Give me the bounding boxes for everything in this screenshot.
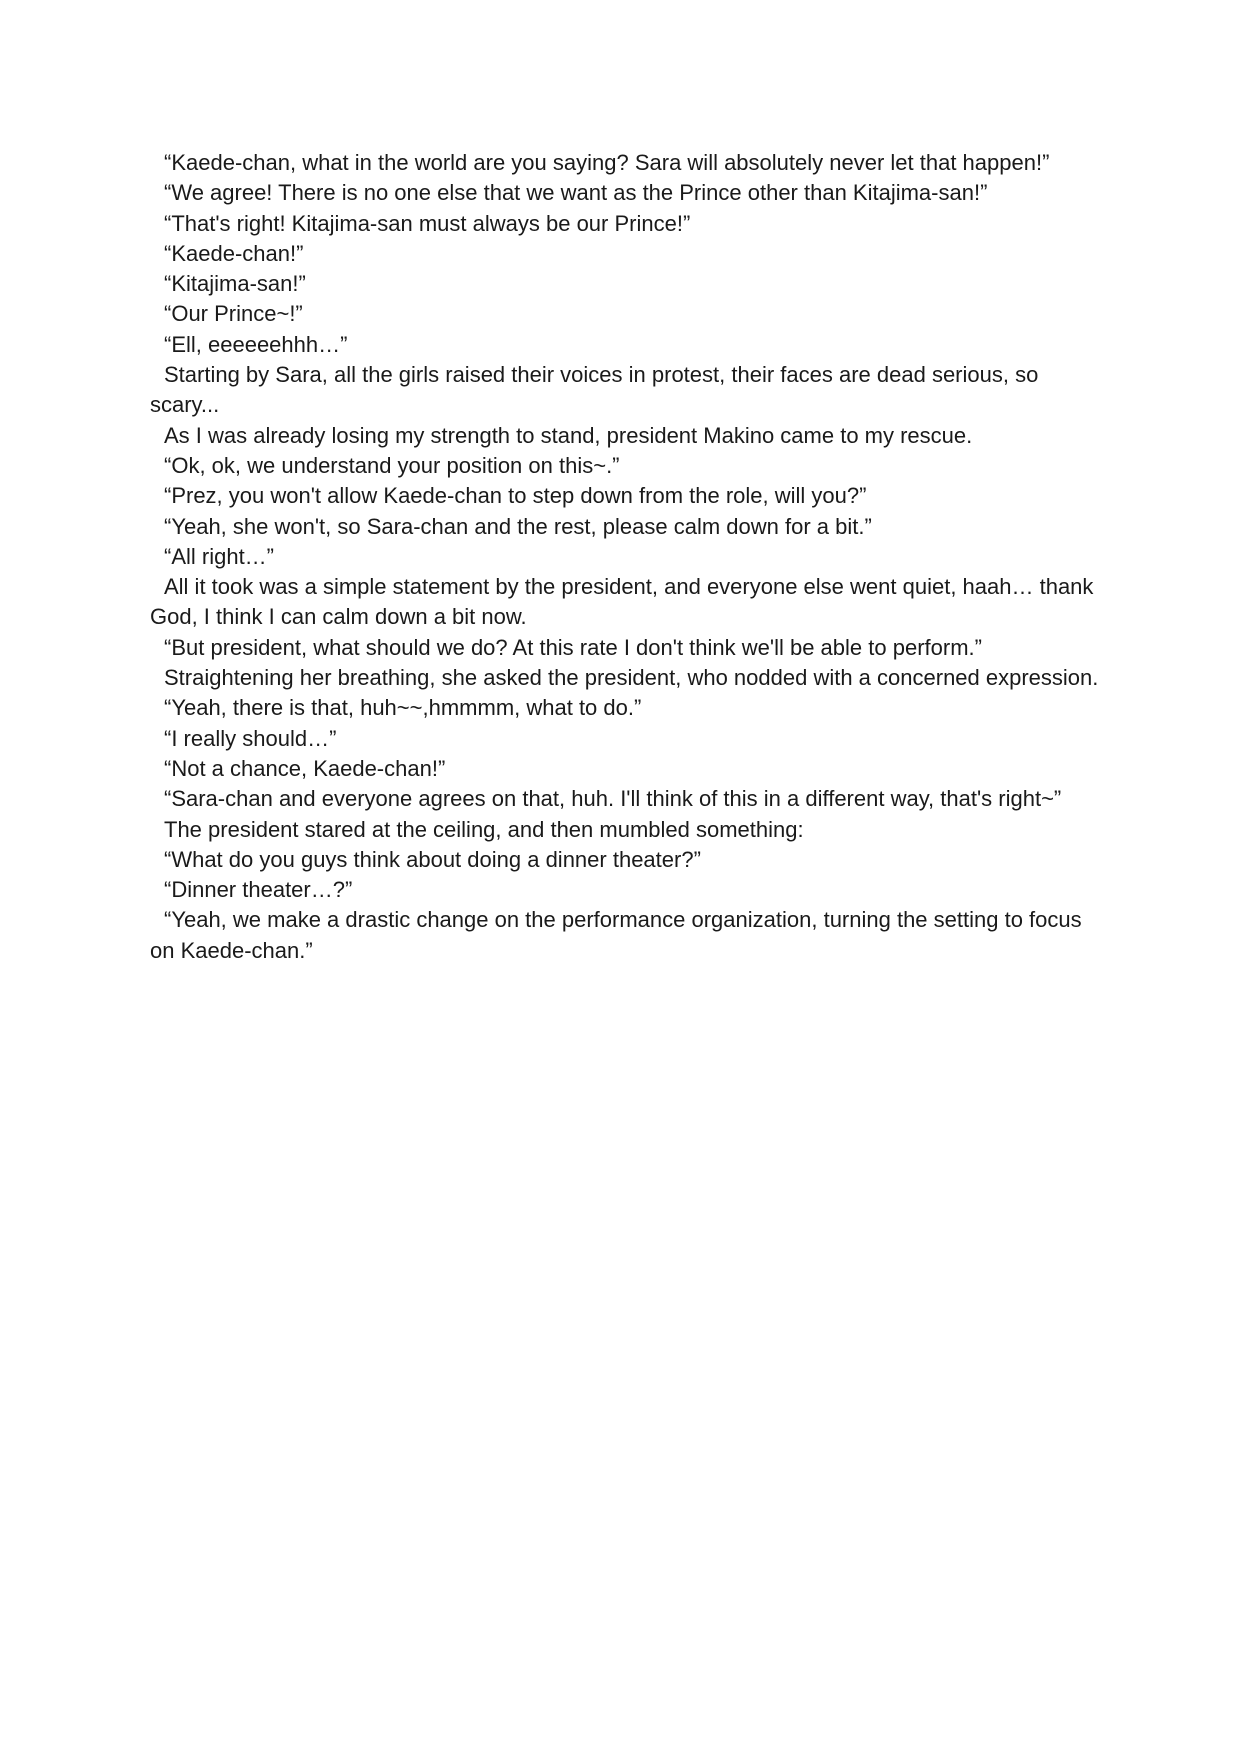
paragraph: “Kaede-chan, what in the world are you saying? Sara will absolutely never let that happen!” bbox=[164, 150, 1050, 175]
paragraph: “Yeah, there is that, huh~~,hmmmm, what to do.” bbox=[164, 695, 642, 721]
paragraph: “Kaede-chan!” bbox=[164, 240, 304, 266]
paragraph: As I was already losing my strength to stand, president Makino came to my rescue. bbox=[164, 422, 973, 448]
paragraph: “Kitajima-san!” bbox=[164, 271, 306, 297]
paragraph: “Our Prince~!” bbox=[164, 301, 303, 327]
paragraph: “Prez, you won't allow Kaede-chan to step down from the role, will you?” bbox=[164, 483, 867, 509]
body-text bbox=[150, 148, 1105, 966]
paragraph: Straightening her breathing, she asked the president, who nodded with a concerned expression. bbox=[164, 665, 1099, 691]
paragraph: “I really should…” bbox=[164, 725, 337, 751]
paragraph: “Sara-chan and everyone agrees on that, huh. I'll think of this in a different way, that's right~” bbox=[164, 786, 1062, 812]
paragraph: “We agree! There is no one else that we want as the Prince other than Kitajima-san!” bbox=[164, 180, 988, 206]
paragraph: “Yeah, she won't, so Sara-chan and the rest, please calm down for a bit.” bbox=[164, 513, 872, 539]
paragraph: “Dinner theater…?” bbox=[164, 877, 353, 903]
paragraph: The president stared at the ceiling, and then mumbled something: bbox=[164, 816, 804, 842]
paragraph: “That's right! Kitajima-san must always be our Prince!” bbox=[164, 210, 691, 236]
paragraph: “But president, what should we do? At this rate I don't think we'll be able to perform.” bbox=[164, 634, 982, 660]
paragraph: Starting by Sara, all the girls raised their voices in protest, their faces are dead serious, so scary... bbox=[150, 362, 1039, 418]
paragraph: “Yeah, we make a drastic change on the performance organization, turning the setting to focus on Kaede-chan.” bbox=[150, 907, 1082, 963]
paragraph: “Ell, eeeeeehhh…” bbox=[164, 331, 348, 357]
paragraph: “All right…” bbox=[164, 543, 275, 569]
paragraph: “What do you guys think about doing a dinner theater?” bbox=[164, 846, 701, 872]
paragraph: “Ok, ok, we understand your position on this~.” bbox=[164, 452, 620, 478]
paragraph: All it took was a simple statement by the president, and everyone else went quiet, haah… thank God, I think I can calm down a bit now. bbox=[150, 574, 1094, 630]
paragraph: “Not a chance, Kaede-chan!” bbox=[164, 755, 446, 781]
